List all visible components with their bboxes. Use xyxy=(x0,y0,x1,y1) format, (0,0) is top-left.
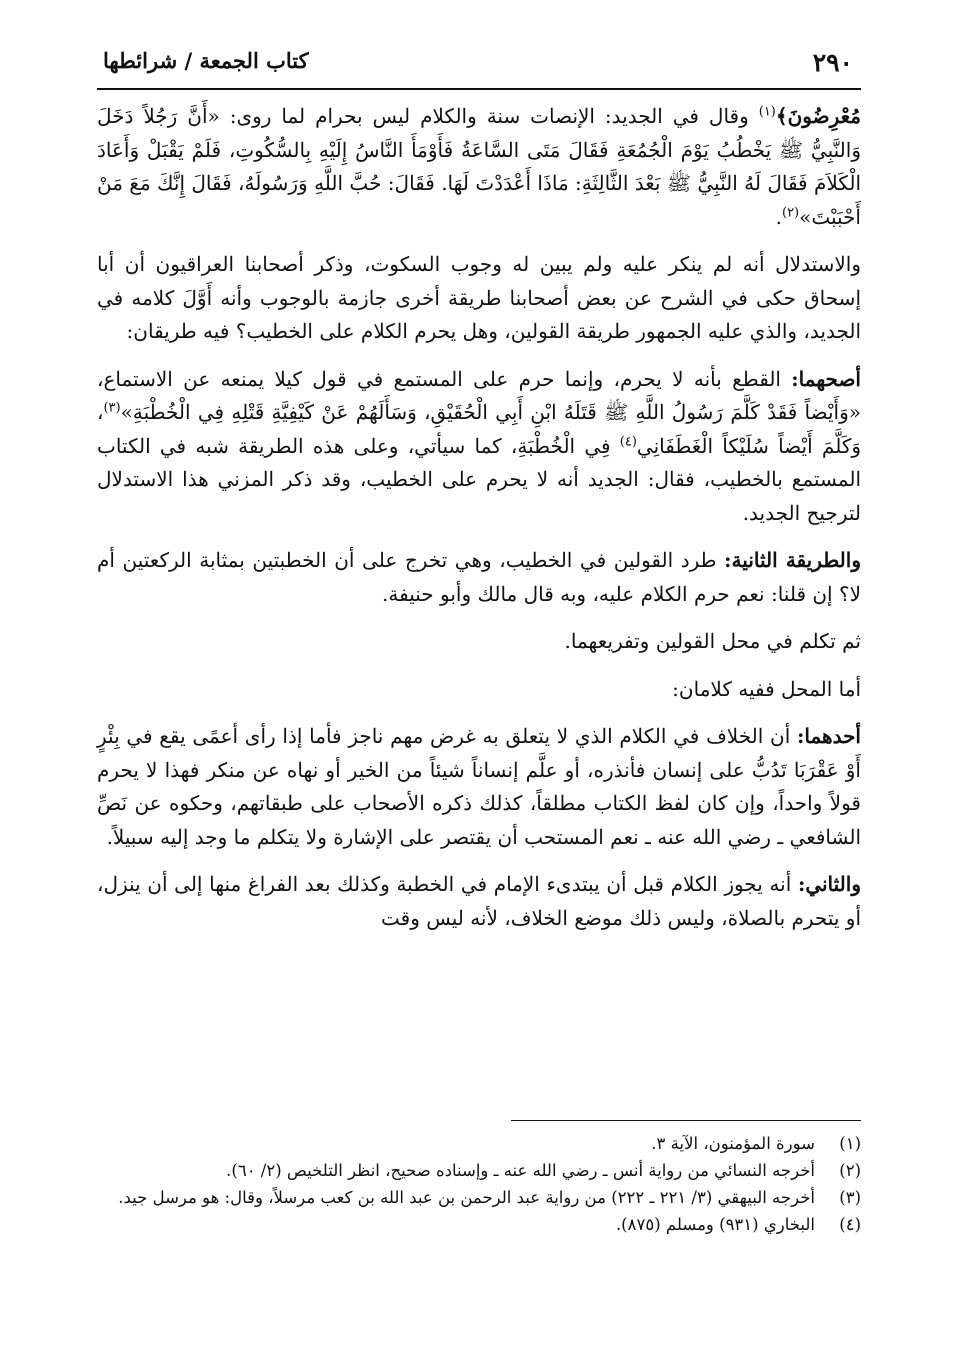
footnote xyxy=(97,1157,861,1184)
footnote-number: (٢) xyxy=(839,1161,861,1180)
paragraph-5: ثم تكلم في محل القولين وتفريعهما. xyxy=(564,629,861,653)
paragraph-1: مُعْرِضُونَ﴾$^{(١)}$ وقال في الجديد: الإنصات سنة والكلام ليس بحرام لما روى: «أَنَّ رَجُلاً دَخَلَ وَالنَّبِيُّ ﷺ يَخْطُبُ يَوْمَ الْجُمُعَةِ فَقَالَ مَتَى السَّاعَةُ فَأَوْمَأَ النَّاسُ إِلَيْهِ بِالسُّكُوتِ، فَلَمْ يَقْبَلْ وَأَعَادَ الْكَلاَمَ فَقَالَ لَهُ النَّبِيُّ ﷺ بَعْدَ الثَّالِثَةِ: مَاذَا أَعْدَدْتَ لَهَا. فَقَالَ: حُبَّ اللَّهِ وَرَسُولَهُ، فَقَالَ إِنَّكَ مَعَ مَنْ أَحْبَبْتَ»$^{(٢)}$. xyxy=(97,104,861,229)
footnote xyxy=(97,1184,861,1211)
footnote-text: أخرجه النسائي من رواية أنس ـ رضي الله عنه ـ وإسناده صحيح، انظر التلخيص (٢/ ٦٠). xyxy=(226,1161,815,1180)
footnote-text: البخاري (٩٣١) ومسلم (٨٧٥). xyxy=(615,1215,815,1234)
quran-verse-end: مُعْرِضُونَ﴾ xyxy=(775,104,861,128)
footnote xyxy=(97,1211,861,1238)
paragraph-6: أما المحل ففيه كلامان: xyxy=(672,676,861,701)
footnote-number: (٣) xyxy=(839,1188,861,1207)
paragraph-2: والاستدلال أنه لم ينكر عليه ولم يبين له وجوب السكوت، وذكر أصحابنا العراقيون أن أبا إسحاق حكى في الشرح عن بعض أصحابنا طريقة أخرى جازمة بالوجوب وأنه أَوَّلَ كلامه في الجديد، والذي عليه الجمهور طريقة القولين، وهل يحرم الكلام على الخطيب؟ فيه طريقان: xyxy=(97,252,861,343)
paragraph-7: أحدهما: أن الخلاف في الكلام الذي لا يتعلق به غرض مهم ناجز فأما إذا رأى أعمًى يقع في بِئْرٍ أَوْ عَقْرَبَا تَدُبُّ على إنسان فأنذره، أو علَّم إنساناً شيئاً من الخير أو نهاه عن منكر فهذا لا يحرم قولاً واحداً، وإن كان لفظ الكتاب مطلقاً، كذلك ذكره الأصحاب على طبقاتهم، وحكوه عن نَصِّ الشافعي ـ رضي الله عنه ـ نعم المستحب أن يقتصر على الإشارة ولا يتكلم ما وجد إليه سبيلاً. xyxy=(97,724,861,849)
footnote-ref-4: (٤) xyxy=(619,433,637,449)
page-header xyxy=(97,42,861,90)
footnote-number: (١) xyxy=(839,1134,861,1153)
footnote-text: أخرجه البيهقي (٣/ ٢٢١ ـ ٢٢٢) من رواية عبد الرحمن بن عبد الله بن كعب مرسلاً، وقال: هو مرسل جيد. xyxy=(118,1188,815,1207)
footnotes xyxy=(97,1130,861,1238)
footnote-text: سورة المؤمنون، الآية ٣. xyxy=(651,1134,815,1153)
header-rule xyxy=(97,88,861,90)
page-number: ٢٩٠ xyxy=(812,48,853,77)
footnote-ref-3: (٣) xyxy=(103,400,121,416)
paragraph-lead: والثاني: xyxy=(797,872,861,896)
footnote-ref-1: (١) xyxy=(758,104,776,120)
paragraph-lead: أصحهما: xyxy=(791,366,861,391)
footnote-separator xyxy=(511,1120,861,1121)
paragraph-lead: والطريقة الثانية: xyxy=(724,548,861,572)
footnote xyxy=(97,1130,861,1157)
paragraph-text: وقال في الجديد: الإنصات سنة والكلام ليس بحرام لما روى: «أَنَّ رَجُلاً دَخَلَ وَالنَّبِيُّ ﷺ يَخْطُبُ يَوْمَ الْجُمُعَةِ فَقَالَ مَتَى السَّاعَةُ فَأَوْمَأَ النَّاسُ إِلَيْهِ بِالسُّكُوتِ، فَلَمْ يَقْبَلْ وَأَعَادَ الْكَلاَمَ فَقَالَ لَهُ النَّبِيُّ ﷺ بَعْدَ الثَّالِثَةِ: مَاذَا أَعْدَدْتَ لَهَا. فَقَالَ: حُبَّ اللَّهِ وَرَسُولَهُ، فَقَالَ إِنَّكَ مَعَ مَنْ أَحْبَبْتَ» xyxy=(97,104,861,229)
footnote-number: (٤) xyxy=(839,1215,861,1234)
running-title: كتاب الجمعة / شرائطها xyxy=(103,48,309,73)
footnote-ref-2: (٢) xyxy=(781,204,800,220)
paragraph-8: والثاني: أنه يجوز الكلام قبل أن يبتدىء الإمام في الخطبة وكذلك بعد الفراغ منها إلى أن ينزل، أو يتحرم بالصلاة، وليس ذلك موضع الخلاف، لأنه ليس وقت xyxy=(97,872,861,930)
main-text xyxy=(97,100,861,935)
paragraph-lead: أحدهما: xyxy=(796,724,861,748)
paragraph-3: أصحهما: القطع بأنه لا يحرم، وإنما حرم على المستمع في قول كيلا يمنعه عن الاستماع، «وَأَيْضاً فَقَدْ كَلَّمَ رَسُولُ اللَّهِ ﷺ قَتَلَهُ ابْنِ أَبِي الْحُقَيْقِ، وَسَأَلَهُمْ عَنْ كَيْفِيَّةِ قَتْلِهِ فِي الْخُطْبَةِ»$^{(٣)}$، وَكَلَّمَ أَيْضاً سُلَيْكاً الْغَطَفَانِي$^{(٤)}$ فِي الْخُطْبَةِ، كما سيأتي، وعلى هذه الطريقة شبه في الكتاب المستمع بالخطيب، فقال: الجديد أنه لا يحرم على الخطيب، وقد ذكر المزني هذا الاستدلال لترجيح الجديد. xyxy=(97,366,861,525)
paragraph-4: والطريقة الثانية: طرد القولين في الخطيب، وهي تخرج على أن الخطبتين بمثابة الركعتين أم لا؟ إن قلنا: نعم حرم الكلام عليه، وبه قال مالك وأبو حنيفة. xyxy=(97,548,861,606)
